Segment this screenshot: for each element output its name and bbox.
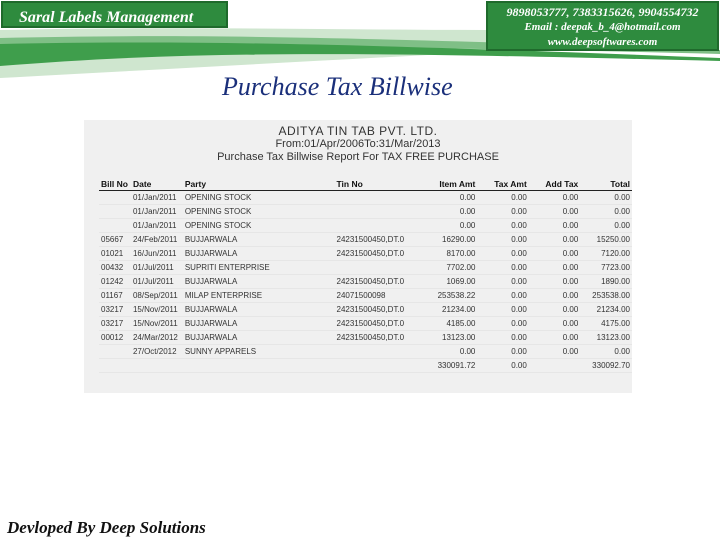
cell-add-tax: 0.00 (529, 191, 580, 205)
report-table-header (99, 177, 632, 191)
cell-date: 27/Oct/2012 (131, 345, 183, 359)
cell-tin-no: 24231500450,DT.0 (335, 317, 419, 331)
cell-add-tax: 0.00 (529, 261, 580, 275)
cell-party: BUJJARWALA (183, 233, 335, 247)
cell-bill-no: 03217 (99, 317, 131, 331)
cell-bill-no: 05667 (99, 233, 131, 247)
col-item-amt: Item Amt (418, 177, 477, 191)
cell-bill-no: 01021 (99, 247, 131, 261)
cell-party: OPENING STOCK (183, 205, 335, 219)
table-row (99, 247, 632, 261)
cell-total: 0.00 (580, 205, 632, 219)
cell-bill-no: 01167 (99, 289, 131, 303)
report-header (84, 125, 632, 164)
cell-bill-no: 00432 (99, 261, 131, 275)
cell-date: 15/Nov/2011 (131, 303, 183, 317)
table-row (99, 219, 632, 233)
footer-credit: Devloped By Deep Solutions (7, 518, 206, 537)
cell-party: BUJJARWALA (183, 317, 335, 331)
cell-tax-amt: 0.00 (477, 289, 528, 303)
cell-tax-amt: 0.00 (477, 345, 528, 359)
cell-date: 08/Sep/2011 (131, 289, 183, 303)
table-row (99, 205, 632, 219)
cell-item-amt: 4185.00 (418, 317, 477, 331)
cell-add-tax: 0.00 (529, 345, 580, 359)
cell-add-tax: 0.00 (529, 219, 580, 233)
table-row (99, 289, 632, 303)
cell-party: BUJJARWALA (183, 303, 335, 317)
cell-item-amt: 1069.00 (418, 275, 477, 289)
cell-tax-amt: 0.00 (477, 317, 528, 331)
col-party: Party (183, 177, 335, 191)
cell-tin-no (335, 345, 419, 359)
cell-bill-no: 00012 (99, 331, 131, 345)
table-row (99, 261, 632, 275)
totals-spacer (99, 359, 131, 373)
cell-party: SUNNY APPARELS (183, 345, 335, 359)
cell-tin-no: 24231500450,DT.0 (335, 233, 419, 247)
cell-date: 01/Jan/2011 (131, 219, 183, 233)
cell-date: 24/Mar/2012 (131, 331, 183, 345)
col-bill-no: Bill No (99, 177, 131, 191)
cell-item-amt: 13123.00 (418, 331, 477, 345)
report-company-name: ADITYA TIN TAB PVT. LTD. (278, 124, 438, 138)
cell-add-tax: 0.00 (529, 303, 580, 317)
report-totals-row (99, 359, 632, 373)
cell-party: BUJJARWALA (183, 275, 335, 289)
cell-item-amt: 0.00 (418, 345, 477, 359)
contact-phones: 9898053777, 7383315626, 9904554732 (506, 5, 699, 19)
cell-tax-amt: 0.00 (477, 205, 528, 219)
cell-total: 13123.00 (580, 331, 632, 345)
cell-bill-no (99, 191, 131, 205)
col-total: Total (580, 177, 632, 191)
cell-party: OPENING STOCK (183, 191, 335, 205)
cell-tin-no (335, 191, 419, 205)
app-title: Saral Labels Management (19, 9, 194, 26)
col-tax-amt: Tax Amt (477, 177, 528, 191)
cell-bill-no (99, 345, 131, 359)
cell-total: 1890.00 (580, 275, 632, 289)
contact-email: Email : deepak_b_4@hotmail.com (524, 21, 681, 33)
cell-tin-no: 24231500450,DT.0 (335, 275, 419, 289)
cell-item-amt: 0.00 (418, 205, 477, 219)
table-row (99, 303, 632, 317)
cell-tin-no: 24231500450,DT.0 (335, 247, 419, 261)
cell-bill-no (99, 205, 131, 219)
cell-tin-no: 24231500450,DT.0 (335, 331, 419, 345)
cell-item-amt: 21234.00 (418, 303, 477, 317)
report-period: From:01/Apr/2006To:31/Mar/2013 (275, 138, 441, 150)
report-preview (84, 120, 632, 393)
cell-add-tax: 0.00 (529, 247, 580, 261)
cell-tax-amt: 0.00 (477, 261, 528, 275)
table-row (99, 345, 632, 359)
col-tin-no: Tin No (335, 177, 419, 191)
cell-date: 01/Jan/2011 (131, 191, 183, 205)
cell-total: 7723.00 (580, 261, 632, 275)
cell-item-amt: 253538.22 (418, 289, 477, 303)
cell-add-tax: 0.00 (529, 233, 580, 247)
table-row (99, 233, 632, 247)
cell-tax-amt: 0.00 (477, 191, 528, 205)
cell-add-tax: 0.00 (529, 317, 580, 331)
cell-tax-amt: 0.00 (477, 303, 528, 317)
cell-tin-no: 24231500450,DT.0 (335, 303, 419, 317)
cell-party: BUJJARWALA (183, 331, 335, 345)
cell-item-amt: 8170.00 (418, 247, 477, 261)
cell-date: 01/Jul/2011 (131, 275, 183, 289)
total-grand: 330092.70 (580, 359, 632, 373)
cell-date: 01/Jan/2011 (131, 205, 183, 219)
col-add-tax: Add Tax (529, 177, 580, 191)
col-date: Date (131, 177, 183, 191)
table-row (99, 275, 632, 289)
cell-tax-amt: 0.00 (477, 219, 528, 233)
cell-item-amt: 7702.00 (418, 261, 477, 275)
cell-bill-no: 03217 (99, 303, 131, 317)
cell-total: 0.00 (580, 191, 632, 205)
cell-total: 21234.00 (580, 303, 632, 317)
cell-date: 01/Jul/2011 (131, 261, 183, 275)
cell-date: 16/Jun/2011 (131, 247, 183, 261)
cell-item-amt: 16290.00 (418, 233, 477, 247)
totals-spacer (335, 359, 419, 373)
cell-party: MILAP ENTERPRISE (183, 289, 335, 303)
contact-website: www.deepsoftwares.com (547, 36, 658, 48)
cell-tin-no: 24071500098 (335, 289, 419, 303)
cell-party: SUPRITI ENTERPRISE (183, 261, 335, 275)
cell-total: 7120.00 (580, 247, 632, 261)
cell-add-tax: 0.00 (529, 289, 580, 303)
contact-info-box (486, 1, 719, 51)
cell-party: BUJJARWALA (183, 247, 335, 261)
cell-total: 0.00 (580, 345, 632, 359)
cell-add-tax: 0.00 (529, 275, 580, 289)
cell-bill-no: 01242 (99, 275, 131, 289)
table-row (99, 317, 632, 331)
cell-tin-no (335, 219, 419, 233)
cell-add-tax: 0.00 (529, 331, 580, 345)
totals-spacer (183, 359, 335, 373)
report-table-body (99, 191, 632, 359)
totals-spacer (529, 359, 580, 373)
cell-add-tax: 0.00 (529, 205, 580, 219)
report-table (99, 177, 632, 373)
cell-item-amt: 0.00 (418, 219, 477, 233)
cell-tin-no (335, 205, 419, 219)
cell-total: 0.00 (580, 219, 632, 233)
cell-tax-amt: 0.00 (477, 331, 528, 345)
table-row (99, 191, 632, 205)
total-tax-amt: 0.00 (477, 359, 528, 373)
cell-tin-no (335, 261, 419, 275)
cell-bill-no (99, 219, 131, 233)
cell-total: 4175.00 (580, 317, 632, 331)
cell-item-amt: 0.00 (418, 191, 477, 205)
cell-tax-amt: 0.00 (477, 247, 528, 261)
app-title-box (1, 1, 228, 28)
cell-date: 24/Feb/2011 (131, 233, 183, 247)
totals-spacer (131, 359, 183, 373)
page-title: Purchase Tax Billwise (222, 72, 453, 101)
cell-total: 253538.00 (580, 289, 632, 303)
cell-tax-amt: 0.00 (477, 233, 528, 247)
cell-tax-amt: 0.00 (477, 275, 528, 289)
cell-date: 15/Nov/2011 (131, 317, 183, 331)
report-subtitle: Purchase Tax Billwise Report For TAX FREE PURCHASE (217, 151, 499, 163)
cell-total: 15250.00 (580, 233, 632, 247)
cell-party: OPENING STOCK (183, 219, 335, 233)
table-row (99, 331, 632, 345)
total-item-amt: 330091.72 (418, 359, 477, 373)
